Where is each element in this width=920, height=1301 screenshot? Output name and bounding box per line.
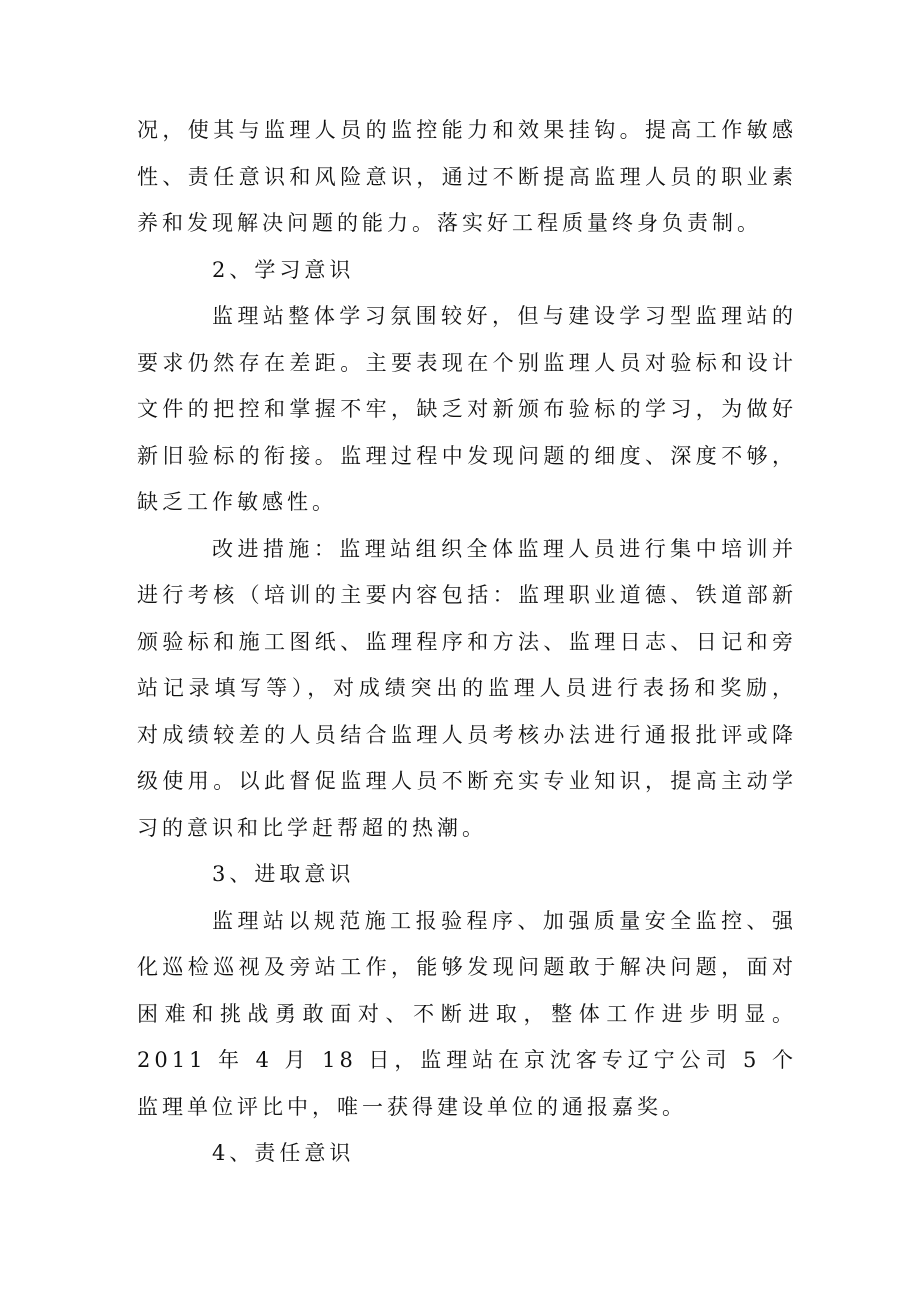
paragraph-improvement-measures: 改进措施：监理站组织全体监理人员进行集中培训并进行考核（培训的主要内容包括：监理职业道德、铁道部新颁验标和施工图纸、监理程序和方法、监理日志、日记和旁站记录填写等），对成绩突出的监理人员进行表扬和奖励，对成绩较差的人员结合监理人员考核办法进行通报批评或降级使用。以此督促监理人员不断充实专业知识，提高主动学习的意识和比学赶帮超的热潮。 bbox=[137, 536, 797, 840]
document-body bbox=[137, 107, 797, 1177]
section-heading-learning: 2、学习意识 bbox=[212, 257, 355, 282]
paragraph-enterprising-status: 监理站以规范施工报验程序、加强质量安全监控、强化巡检巡视及旁站工作，能够发现问题敢于解决问题，面对困难和挑战勇敢面对、不断进取，整体工作进步明显。2011 年 4 月 18 日，监理站在京沈客专辽宁公司 5 个监理单位评比中，唯一获得建设单位的通报嘉奖。 bbox=[137, 908, 797, 1119]
paragraph-learning-status: 监理站整体学习氛围较好，但与建设学习型监理站的要求仍然存在差距。主要表现在个别监理人员对验标和设计文件的把控和掌握不牢，缺乏对新颁布验标的学习，为做好新旧验标的衔接。监理过程中发现问题的细度、深度不够，缺乏工作敏感性。 bbox=[137, 304, 797, 514]
section-heading-enterprising: 3、进取意识 bbox=[212, 862, 355, 886]
section-heading-responsibility: 4、责任意识 bbox=[212, 1141, 355, 1165]
paragraph-continuation: 况，使其与监理人员的监控能力和效果挂钩。提高工作敏感性、责任意识和风险意识，通过不断提高监理人员的职业素养和发现解决问题的能力。落实好工程质量终身负责制。 bbox=[137, 118, 797, 235]
